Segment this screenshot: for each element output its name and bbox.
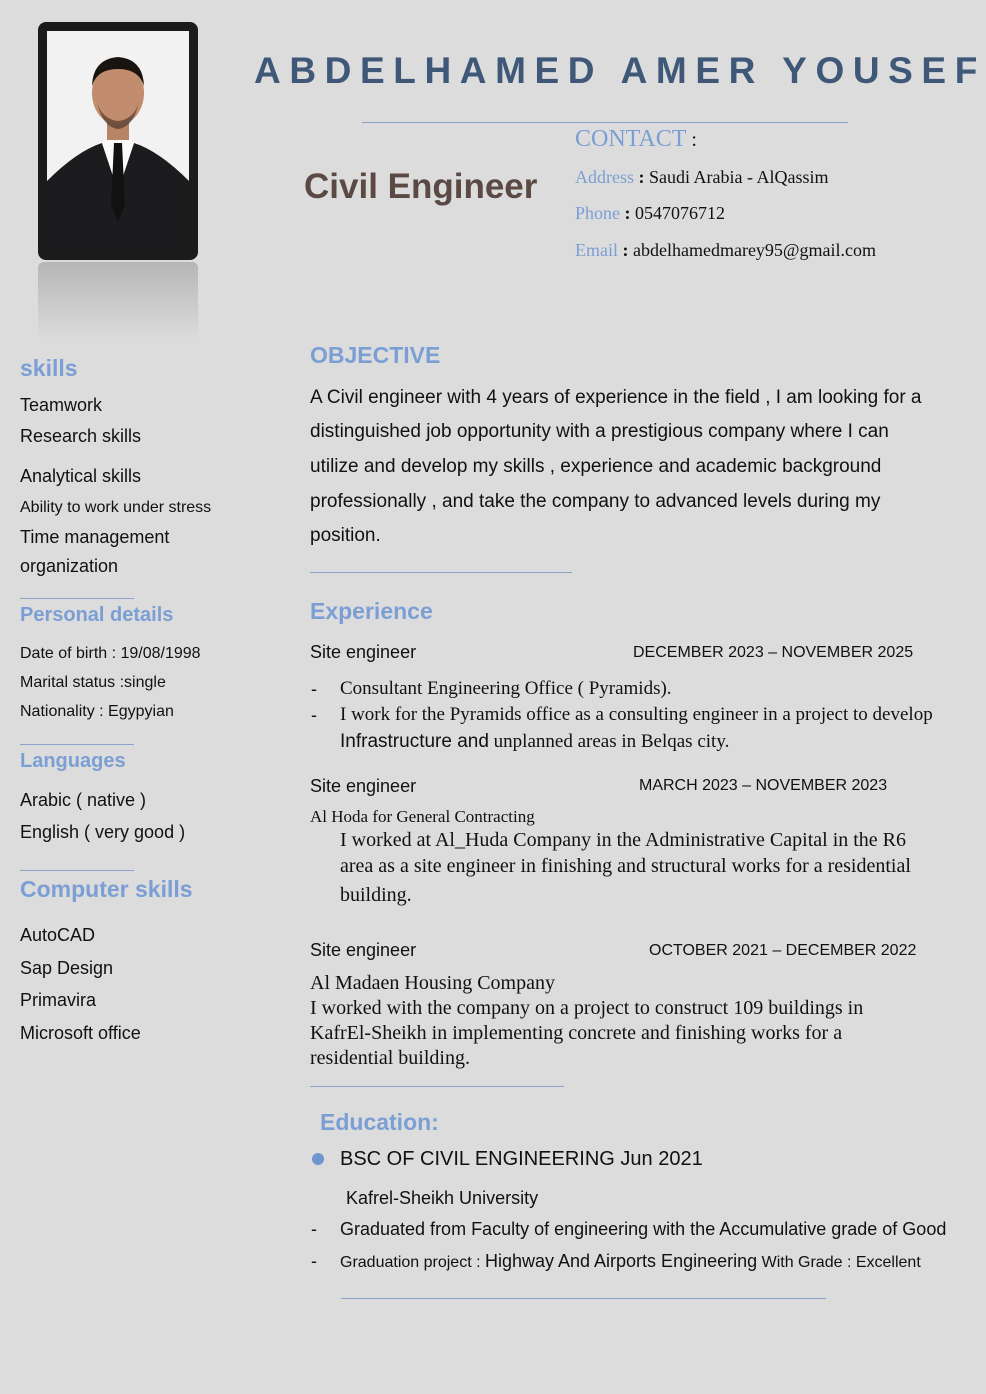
objective-line: utilize and develop my skills , experience and academic background: [310, 456, 882, 477]
objective-line: position.: [310, 525, 381, 546]
personal-details-heading: Personal details: [20, 604, 174, 626]
objective-line: professionally , and take the company to advanced levels during my: [310, 491, 881, 512]
section-divider: [310, 572, 572, 573]
job-1-bullet-1: Consultant Engineering Office ( Pyramids).: [340, 678, 672, 699]
job-3-title: Site engineer: [310, 940, 417, 960]
bullet-dash: -: [311, 1251, 317, 1271]
computer-skill-item: AutoCAD: [20, 925, 96, 945]
personal-item-dob: Date of birth : 19/08/1998: [20, 645, 201, 662]
personal-item-nationality: Nationality : Egypyian: [20, 703, 174, 720]
job-1-title: Site engineer: [310, 642, 417, 662]
profile-photo: [47, 31, 189, 251]
section-divider: [20, 870, 134, 871]
bullet-dash: -: [311, 1219, 317, 1239]
education-grade: Graduated from Faculty of engineering with the Accumulative grade of Good: [340, 1219, 947, 1239]
address-value: Saudi Arabia - AlQassim: [649, 167, 829, 187]
email-value[interactable]: abdelhamedmarey95@gmail.com: [633, 240, 876, 260]
bullet-dash: -: [311, 705, 317, 725]
education-university: Kafrel-Sheikh University: [346, 1188, 539, 1208]
education-project: Graduation project : Highway And Airports Engineering With Grade : Excellent: [340, 1251, 921, 1271]
skill-item: Teamwork: [20, 395, 103, 415]
profile-photo-frame: [38, 22, 198, 260]
job-2-dates: MARCH 2023 – NOVEMBER 2023: [639, 777, 888, 794]
experience-heading: Experience: [310, 598, 433, 624]
job-2-line: area as a site engineer in finishing and structural works for a residential: [340, 855, 911, 877]
computer-skill-item: Primavira: [20, 990, 97, 1010]
phone-label: Phone: [575, 203, 620, 223]
objective-heading: OBJECTIVE: [310, 342, 441, 368]
language-item: English ( very good ): [20, 822, 186, 842]
contact-email: Email : abdelhamedmarey95@gmail.com: [575, 240, 876, 260]
job-2-title: Site engineer: [310, 776, 417, 796]
email-label: Email: [575, 240, 618, 260]
job-1-bullet-2-cont: Infrastructure and unplanned areas in Belqas city.: [340, 731, 730, 752]
skill-item: Research skills: [20, 426, 142, 446]
address-label: Address: [575, 167, 634, 187]
skill-item: Time management: [20, 527, 170, 547]
section-divider: [310, 1086, 564, 1087]
objective-line: distinguished job opportunity with a prestigious company where I can: [310, 421, 889, 442]
job-3-company: Al Madaen Housing Company: [310, 972, 555, 994]
section-divider: [341, 1298, 826, 1299]
job-1-bullet-2: I work for the Pyramids office as a consulting engineer in a project to develop: [340, 704, 933, 725]
computer-skill-item: Sap Design: [20, 958, 114, 978]
job-2-company: Al Hoda for General Contracting: [310, 807, 535, 826]
section-divider: [20, 598, 134, 599]
contact-heading: CONTACT :: [575, 126, 697, 152]
section-divider: [20, 744, 134, 745]
computer-skills-heading: Computer skills: [20, 876, 193, 902]
education-degree: BSC OF CIVIL ENGINEERING Jun 2021: [340, 1148, 703, 1170]
job-3-line: KafrEl-Sheikh in implementing concrete and finishing works for a: [310, 1022, 843, 1044]
languages-heading: Languages: [20, 750, 126, 772]
personal-item-marital: Marital status :single: [20, 674, 166, 691]
job-3-dates: OCTOBER 2021 – DECEMBER 2022: [649, 942, 917, 959]
skill-item: Ability to work under stress: [20, 499, 212, 516]
skills-heading: skills: [20, 355, 78, 381]
skill-item: organization: [20, 556, 119, 576]
job-3-line: residential building.: [310, 1047, 470, 1069]
job-3-line: I worked with the company on a project to construct 109 buildings in: [310, 997, 864, 1019]
job-1-dates: DECEMBER 2023 – NOVEMBER 2025: [633, 644, 914, 661]
bullet-dot-icon: [312, 1153, 324, 1165]
contact-phone: Phone : 0547076712: [575, 203, 725, 223]
objective-line: A Civil engineer with 4 years of experience in the field , I am looking for a: [310, 387, 922, 408]
job-title: Civil Engineer: [304, 167, 538, 206]
bullet-dash: -: [311, 679, 317, 699]
skill-item: Analytical skills: [20, 466, 142, 486]
contact-address: Address : Saudi Arabia - AlQassim: [575, 167, 829, 187]
job-2-line: I worked at Al_Huda Company in the Administrative Capital in the R6: [340, 829, 907, 851]
header-divider: [362, 122, 848, 123]
job-2-line: building.: [340, 884, 412, 906]
phone-value: 0547076712: [635, 203, 725, 223]
photo-reflection: [38, 262, 198, 340]
education-heading: Education:: [320, 1109, 439, 1135]
computer-skill-item: Microsoft office: [20, 1023, 141, 1043]
candidate-name: ABDELHAMED AMER YOUSEF: [254, 50, 986, 91]
language-item: Arabic ( native ): [20, 790, 147, 810]
